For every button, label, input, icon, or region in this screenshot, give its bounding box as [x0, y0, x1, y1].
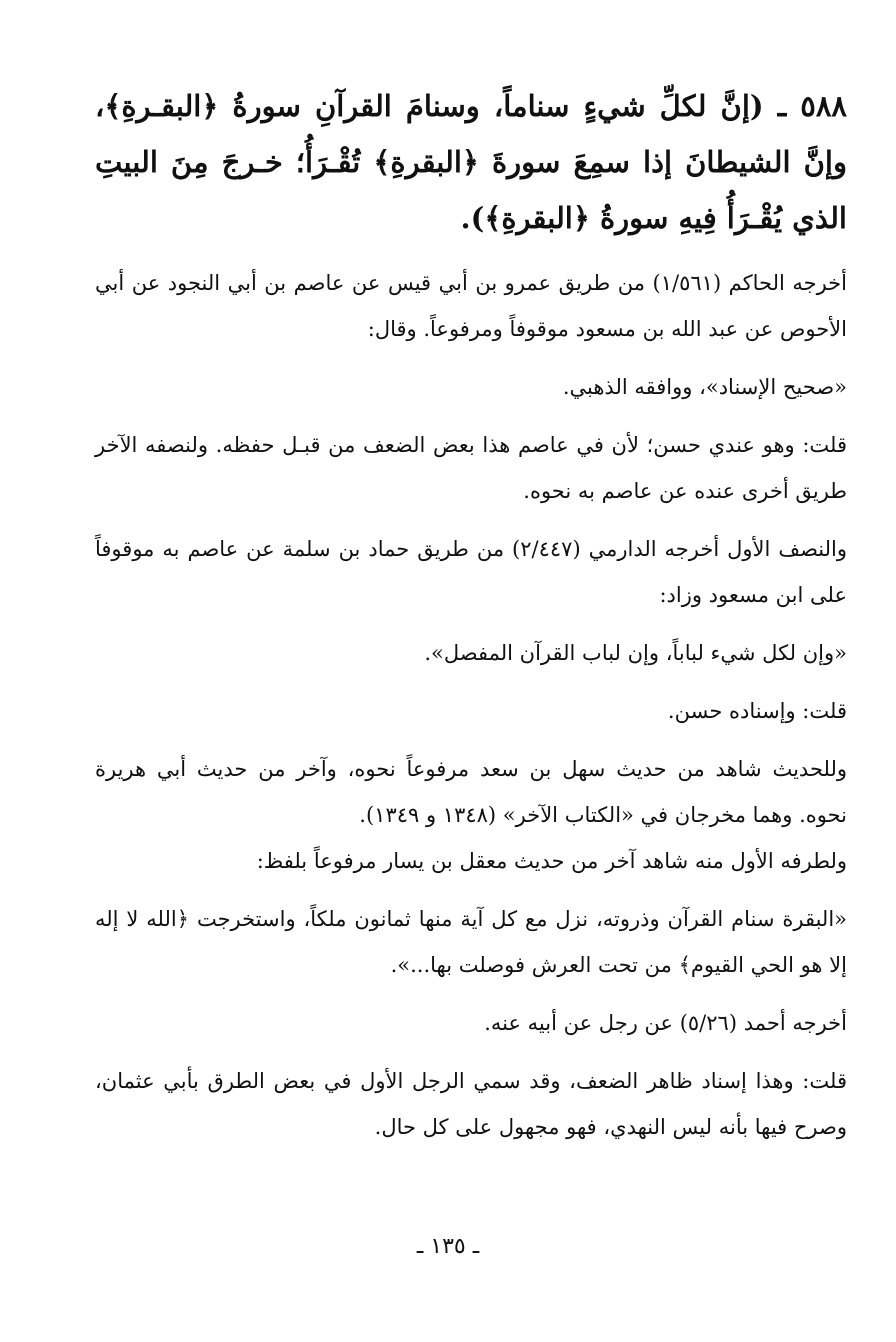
- maqil-witness: ولطرفه الأول منه شاهد آخر من حديث معقل بن يسار مرفوعاً بلفظ:: [256, 849, 847, 873]
- maqil-hadith-text: «البقرة سنام القرآن وذروته، نزل مع كل آية منها ثمانون ملكاً، واستخرجت ﴿الله لا إله إلا هو الحي القيوم﴾ من تحت العرش فوصلت بها...».: [95, 907, 847, 977]
- takhrij-ahmad: أخرجه أحمد (٥/٢٦) عن رجل عن أبيه عنه.: [484, 1011, 847, 1035]
- author-comment-3: قلت: وهذا إسناد ظاهر الضعف، وقد سمي الرجل الأول في بعض الطرق بأبي عثمان، وصرح فيها بأنه ليس النهدي، فهو مجهول على كل حال.: [95, 1069, 847, 1139]
- dhahabi-quote: «صحيح الإسناد»، ووافقه الذهبي.: [562, 375, 847, 399]
- darimi-addition: «وإن لكل شيء لباباً، وإن لباب القرآن المفصل».: [424, 641, 847, 665]
- takhrij-hakim: أخرجه الحاكم (١/٥٦١) من طريق عمرو بن أبي قيس عن عاصم بن أبي النجود عن أبي الأحوص عن عبد الله بن مسعود موقوفاً ومرفوعاً. وقال:: [95, 271, 847, 341]
- takhrij-darimi: والنصف الأول أخرجه الدارمي (٢/٤٤٧) من طريق حماد بن سلمة عن عاصم به موقوفاً على ابن مسعود وزاد:: [95, 537, 848, 607]
- witnesses-paragraph: وللحديث شاهد من حديث سهل بن سعد مرفوعاً نحوه، وآخر من حديث أبي هريرة نحوه. وهما مخرجان في «الكتاب الآخر» (١٣٤٨ و ١٣٤٩).: [95, 757, 847, 827]
- author-comment-2: قلت: وإسناده حسن.: [667, 699, 847, 723]
- page-body: [95, 78, 847, 1162]
- hadith-text: ٥٨٨ ـ (إنَّ لكلِّ شيءٍ سناماً، وسنامَ القرآنِ سورةُ ﴿البقـرةِ﴾، وإنَّ الشيطانَ إذا سمِعَ سورةَ ﴿البقرةِ﴾ تُقْـرَأُ؛ خـرجَ مِنَ البيتِ الذي يُقْـرَأُ فِيهِ سورةُ ﴿البقرةِ﴾).: [95, 89, 847, 235]
- page-number: ـ ١٣٥ ـ: [416, 1234, 480, 1259]
- author-comment-1: قلت: وهو عندي حسن؛ لأن في عاصم هذا بعض الضعف من قبـل حفظه. ولنصفه الآخر طريق أخرى عنده عن عاصم به نحوه.: [95, 433, 847, 503]
